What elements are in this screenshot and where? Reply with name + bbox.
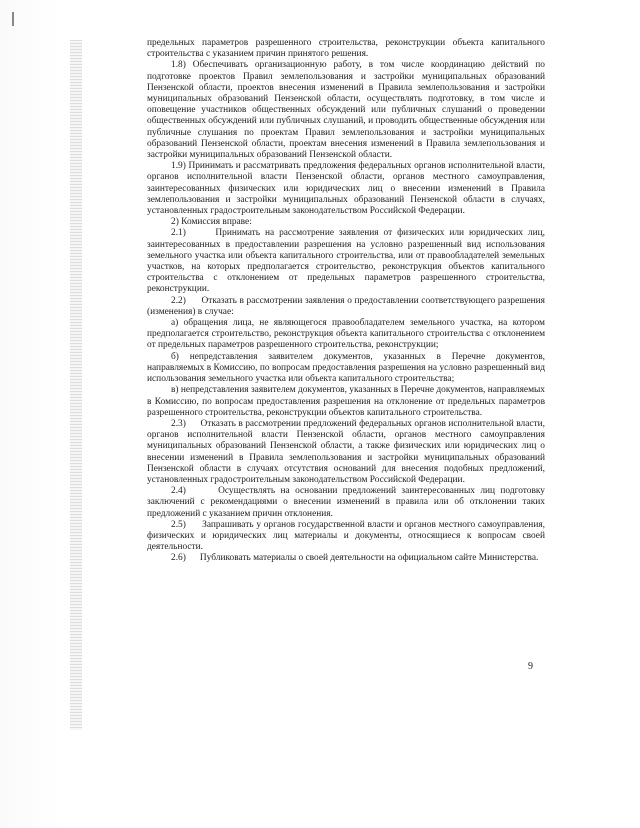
paragraph-2-4: 2.4) Осуществлять на основании предложений заинтересованных лиц подготовку заключений с рекомендациями о внесении изменений в правила или об отклонении таких предложений с указанием причин отклонения. — [147, 486, 545, 519]
paragraph-2-2-a: а) обращения лица, не являющегося правообладателем земельного участка, на котором предполагается строительство, реконструкция объекта капитального строительства с отклонением от предельных параметров разрешенного строительства, реконструкции; — [147, 318, 545, 351]
paragraph-2-3: 2.3) Отказать в рассмотрении предложений федеральных органов исполнительной власти, органов исполнительной власти Пензенской области, органов местного самоуправления муниципальных образований Пензенской области, а также физических или юридических лиц о внесении изменений в Правила землепользования и застройки муниципальных образований Пензенской области в случаях отсутствия оснований для внесения подобных предложений, установленных градостроительным законодательством Российской Федерации. — [147, 418, 545, 485]
paragraph-2-5: 2.5) Запрашивать у органов государственной власти и органов местного самоуправления, физических и юридических лиц материалы и документы, относящиеся к вопросам своей деятельности. — [147, 519, 545, 553]
page-number: 9 — [528, 661, 533, 672]
paragraph-1-9: 1.9) Принимать и рассматривать предложения федеральных органов исполнительной власти, органов исполнительной власти Пензенской области, органов местного самоуправления, заинтересованных физических или юридических лиц о внесении изменений в Правила землепользования и застройки муниципальных образований Пензенской области в случаях, установленных градостроительным законодательством Российской Федерации. — [147, 161, 545, 217]
scan-mark — [12, 12, 14, 26]
scan-binding-strip — [70, 40, 82, 730]
paragraph-continuation: предельных параметров разрешенного строительства, реконструкции объекта капитального строительства с указанием причин принятого решения. — [147, 38, 545, 60]
document-body — [147, 38, 545, 565]
paragraph-2-2-v: в) непредставления заявителем документов, указанных в Перечне документов, направляемых в Комиссию, по вопросам предоставления разрешения на отклонение от предельных параметров разрешенного строительства, реконструкции объектов капитального строительства. — [147, 385, 545, 418]
paragraph-2-2: 2.2) Отказать в рассмотрении заявления о предоставлении соответствующего разрешения (изменения) в случае: — [147, 295, 545, 317]
paragraph-2-6: 2.6) Публиковать материалы о своей деятельности на официальном сайте Министерства. — [171, 553, 539, 564]
paragraph-2-heading: 2) Комиссия вправе: — [171, 217, 252, 228]
paragraph-2-1: 2.1) Принимать на рассмотрение заявления от физических или юридических лиц, заинтересованных в предоставлении разрешения на условно разрешенный вид использования земельного участка или объекта капитального строительства, или от правообладателей земельных участков, на которых предполагается строительство, реконструкция объектов капитального строительства с отклонением от предельных параметров разрешенного строительства, реконструкции. — [147, 228, 545, 295]
paragraph-2-2-b: б) непредставления заявителем документов, указанных в Перечне документов, направляемых в Комиссию, по вопросам предоставления разрешения на условно разрешенный вид использования земельного участка или объекта капитального строительства; — [147, 351, 545, 385]
paragraph-1-8: 1.8) Обеспечивать организационную работу, в том числе координацию действий по подготовке проектов Правил землепользования и застройки муниципальных образований Пензенской области, проектов внесения изменений в Правила землепользования и застройки муниципальных образований Пензенской области, осуществлять подготовку, в том числе и оповещение участников общественных обсуждений или публичных слушаний о проведении общественных обсуждений или публичных слушаний, и проводить общественные обсуждения или публичные слушания по проектам Правил землепользования и застройки муниципальных образований Пензенской области, проектам внесения изменений в Правила землепользования и застройки муниципальных образований Пензенской области. — [147, 60, 545, 161]
